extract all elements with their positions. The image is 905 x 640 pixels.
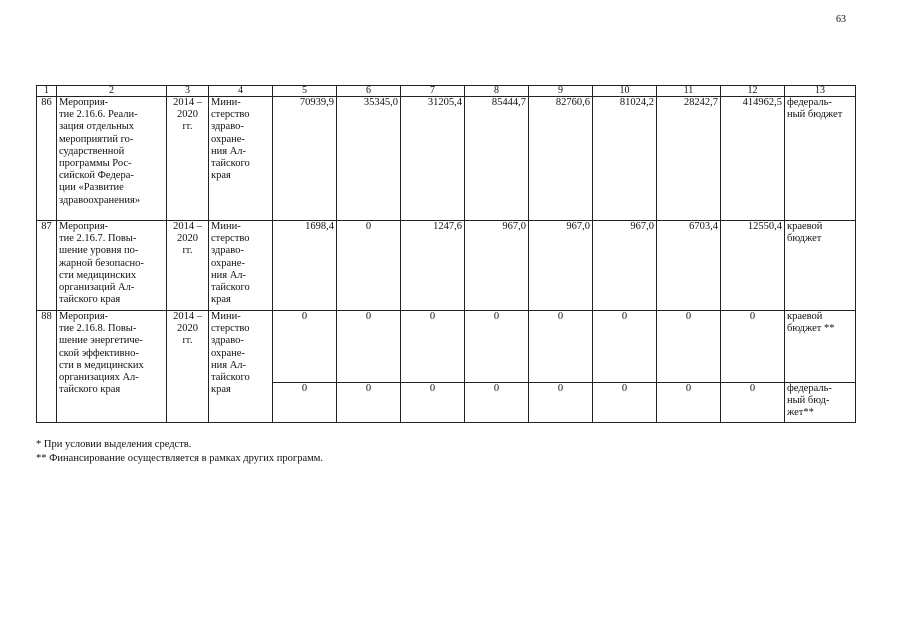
value-cell: 35345,0: [337, 97, 401, 221]
column-header: 11: [657, 86, 721, 97]
value-cell: 0: [593, 311, 657, 383]
footnotes: [36, 438, 323, 466]
measure-cell: Мероприя- тие 2.16.7. Повы- шение уровня по- жарной безопасно- сти медицинских организаций Ал- тайского края: [57, 221, 167, 311]
value-cell: 0: [273, 311, 337, 383]
column-header: 10: [593, 86, 657, 97]
measure-cell: Мероприя- тие 2.16.8. Повы- шение энергетиче- ской эффективно- сти в медицинских организациях Ал- тайского края: [57, 311, 167, 423]
value-cell: 12550,4: [721, 221, 785, 311]
value-cell: 0: [465, 383, 529, 423]
column-header: 2: [57, 86, 167, 97]
column-header: 5: [273, 86, 337, 97]
value-cell: 0: [465, 311, 529, 383]
period-cell: 2014 – 2020 гг.: [167, 221, 209, 311]
source-cell: федераль- ный бюджет: [785, 97, 856, 221]
executor-cell: Мини- стерство здраво- охране- ния Ал- тайского края: [209, 311, 273, 423]
financing-table: [36, 85, 856, 423]
value-cell: 0: [529, 383, 593, 423]
value-cell: 0: [337, 221, 401, 311]
table-row: [37, 97, 856, 221]
source-cell: краевой бюджет **: [785, 311, 856, 383]
value-cell: 414962,5: [721, 97, 785, 221]
table-row: [37, 221, 856, 311]
value-cell: 85444,7: [465, 97, 529, 221]
value-cell: 81024,2: [593, 97, 657, 221]
row-number: 88: [37, 311, 57, 423]
period-cell: 2014 – 2020 гг.: [167, 311, 209, 423]
value-cell: 0: [721, 311, 785, 383]
value-cell: 0: [657, 311, 721, 383]
value-cell: 1698,4: [273, 221, 337, 311]
value-cell: 0: [657, 383, 721, 423]
value-cell: 1247,6: [401, 221, 465, 311]
column-header: 13: [785, 86, 856, 97]
table-header-row: [37, 86, 856, 97]
page-number: 63: [836, 14, 846, 25]
table-row: [37, 311, 856, 383]
value-cell: 967,0: [529, 221, 593, 311]
source-cell: краевой бюджет: [785, 221, 856, 311]
column-header: 9: [529, 86, 593, 97]
column-header: 6: [337, 86, 401, 97]
column-header: 4: [209, 86, 273, 97]
column-header: 1: [37, 86, 57, 97]
column-header: 3: [167, 86, 209, 97]
value-cell: 0: [593, 383, 657, 423]
column-header: 7: [401, 86, 465, 97]
footnote: * При условии выделения средств.: [36, 439, 192, 450]
value-cell: 28242,7: [657, 97, 721, 221]
value-cell: 0: [273, 383, 337, 423]
source-cell: федераль- ный бюд- жет**: [785, 383, 856, 423]
value-cell: 82760,6: [529, 97, 593, 221]
value-cell: 0: [337, 383, 401, 423]
footnote: ** Финансирование осуществляется в рамках других программ.: [36, 453, 324, 464]
executor-cell: Мини- стерство здраво- охране- ния Ал- тайского края: [209, 221, 273, 311]
value-cell: 31205,4: [401, 97, 465, 221]
value-cell: 0: [721, 383, 785, 423]
row-number: 86: [37, 97, 57, 221]
column-header: 8: [465, 86, 529, 97]
value-cell: 0: [401, 311, 465, 383]
value-cell: 0: [401, 383, 465, 423]
column-header: 12: [721, 86, 785, 97]
period-cell: 2014 – 2020 гг.: [167, 97, 209, 221]
value-cell: 967,0: [465, 221, 529, 311]
value-cell: 0: [337, 311, 401, 383]
row-number: 87: [37, 221, 57, 311]
measure-cell: Мероприя- тие 2.16.6. Реали- зация отдельных мероприятий го- сударственной программы Рос- сийской Федера- ции «Развитие здравоохранения»: [57, 97, 167, 221]
value-cell: 70939,9: [273, 97, 337, 221]
executor-cell: Мини- стерство здраво- охране- ния Ал- тайского края: [209, 97, 273, 221]
value-cell: 967,0: [593, 221, 657, 311]
value-cell: 0: [529, 311, 593, 383]
value-cell: 6703,4: [657, 221, 721, 311]
